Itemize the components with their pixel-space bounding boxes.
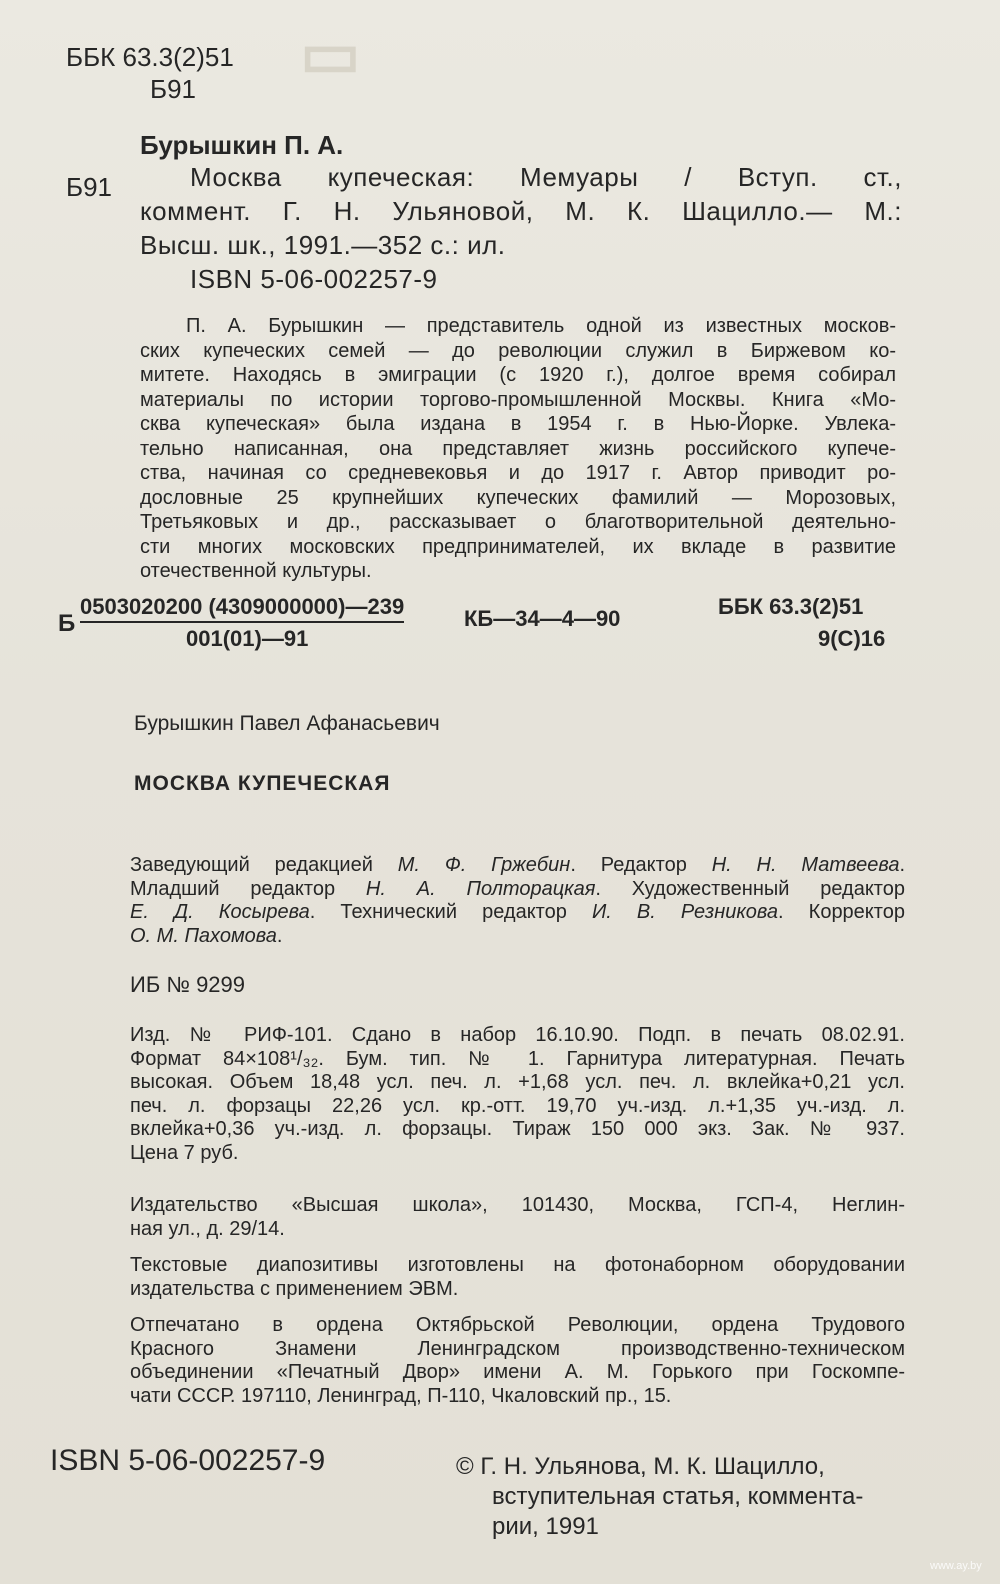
catalog-entry-line: Москва купеческая: Мемуары / Вступ. ст.,	[190, 162, 902, 192]
typesetting-line: издательства с применением ЭВМ.	[130, 1277, 459, 1300]
typesetting-block	[130, 1254, 905, 1301]
catalog-isbn: ISBN 5-06-002257-9	[190, 264, 438, 294]
production-line: Изд. № РИФ-101. Сдано в набор 16.10.90. Подп. в печать 08.02.91.	[130, 1024, 905, 1046]
annotation-line: ских купеческих семей — до революции служил в Биржевом ко-	[140, 339, 896, 362]
annotation	[140, 314, 896, 584]
annotation-line: сква купеческая» была издана в 1954 г. в Нью-Йорке. Увлека-	[140, 413, 896, 435]
kb-code: КБ—34—4—90	[464, 606, 621, 631]
author-full-name: Бурышкин Павел Афанасьевич	[134, 712, 440, 735]
production-line: вклейка+0,36 уч.-изд. л. форзацы. Тираж 150 000 экз. Зак. № 937.	[130, 1118, 905, 1140]
publisher-line: Издательство «Высшая школа», 101430, Москва, ГСП-4, Неглин-	[130, 1194, 905, 1216]
role-text: Младший редактор	[130, 877, 366, 900]
role-text: Заведующий редакцией	[130, 854, 398, 876]
editors-block	[130, 854, 905, 948]
fraction-prefix: Б	[58, 610, 76, 637]
production-line: печ. л. форзацы 22,26 усл. кр.-отт. 19,70 уч.-изд. л.+1,35 уч.-изд. л.	[130, 1094, 905, 1117]
editors-line	[130, 901, 905, 925]
person-name: Н. Н. Матвеева	[711, 854, 900, 876]
person-name: Н. А. Полторацкая	[365, 877, 596, 900]
role-text: . Художественный редактор	[595, 877, 905, 900]
annotation-line: Третьяковых и др., рассказывает о благотворительной деятельно-	[140, 511, 896, 533]
production-line: Цена 7 руб.	[130, 1141, 239, 1164]
fraction-denominator: 001(01)—91	[186, 626, 309, 651]
printer-line: чати СССР. 197110, Ленинград, П-110, Чкаловский пр., 15.	[130, 1384, 672, 1407]
production-line: Формат 84×108¹/₃₂. Бум. тип. № 1. Гарнитура литературная. Печать	[130, 1047, 905, 1070]
show-through-ghost: ▭	[300, 19, 361, 90]
person-name: О. М. Пахомова	[130, 924, 277, 947]
annotation-line: дословные 25 крупнейших купеческих фамилий — Морозовых,	[140, 486, 896, 509]
punctuation: .	[276, 924, 283, 947]
editors-line	[130, 854, 905, 878]
role-text: . Технический редактор	[309, 901, 592, 923]
printer-line: Красного Знамени Ленинградском производственно-техническом	[130, 1337, 905, 1360]
catalog-author: Бурышкин П. А.	[140, 130, 344, 160]
person-name: И. В. Резникова	[591, 901, 779, 923]
fraction-numerator: 0503020200 (4309000000)—239	[80, 594, 404, 623]
publisher-line: ная ул., д. 29/14.	[130, 1217, 285, 1240]
annotation-line: митете. Находясь в эмиграции (с 1920 г.), долгое время собирал	[140, 364, 896, 386]
person-name: Е. Д. Косырева	[130, 901, 310, 923]
annotation-line: материалы по истории торгово-промышленной Москвы. Книга «Мо-	[140, 388, 896, 411]
copyright-line: рии, 1991	[492, 1513, 599, 1540]
role-text: . Редактор	[570, 854, 712, 876]
copyright-block	[456, 1452, 906, 1542]
ib-number: ИБ № 9299	[130, 972, 246, 997]
annotation-line: тельно написанная, она представляет жизнь российского купече-	[140, 437, 896, 460]
copyright-line: вступительная статья, коммента-	[492, 1483, 864, 1510]
person-name: М. Ф. Гржебин	[397, 854, 571, 876]
editors-line	[130, 925, 905, 949]
editors-line	[130, 878, 905, 902]
punctuation: .	[899, 854, 906, 876]
cutter-mark: Б91	[66, 172, 112, 202]
site-watermark: www.ay.by	[930, 1560, 982, 1572]
printer-line: объединении «Печатный Двор» имени А. М. Горького при Госкомпе-	[130, 1361, 905, 1383]
annotation-line: П. А. Бурышкин — представитель одной из известных москов-	[186, 315, 896, 337]
publisher-block	[130, 1194, 905, 1241]
printer-line: Отпечатано в ордена Октябрьской Революции, ордена Трудового	[130, 1314, 905, 1336]
printer-block	[130, 1314, 905, 1408]
bbk-sub-code-right: 9(С)16	[818, 626, 886, 651]
bbk-code: ББК 63.3(2)51	[66, 42, 234, 72]
catalog-entry-line: коммент. Г. Н. Ульяновой, М. К. Шацилло.— М.:	[140, 196, 902, 226]
catalog-entry-line: Высш. шк., 1991.—352 с.: ил.	[140, 230, 506, 260]
annotation-line: сти многих московских предпринимателей, их вкладе в развитие	[140, 535, 896, 558]
typesetting-line: Текстовые диапозитивы изготовлены на фотонаборном оборудовании	[130, 1254, 905, 1276]
bbk-code-right: ББК 63.3(2)51	[718, 594, 864, 619]
annotation-line: отечественной культуры.	[140, 560, 372, 582]
copyright-line: © Г. Н. Ульянова, М. К. Шацилло,	[456, 1453, 825, 1480]
production-block	[130, 1024, 905, 1165]
production-line: высокая. Объем 18,48 усл. печ. л. +1,68 усл. печ. л. вклейка+0,21 усл.	[130, 1071, 905, 1093]
isbn-bottom: ISBN 5-06-002257-9	[50, 1444, 326, 1477]
bbk-sub-code: Б91	[150, 74, 196, 104]
annotation-line: ства, начиная со средневековья и до 1917 г. Автор приводит ро-	[140, 462, 896, 484]
role-text: . Корректор	[778, 901, 905, 923]
book-title: МОСКВА КУПЕЧЕСКАЯ	[134, 772, 391, 795]
